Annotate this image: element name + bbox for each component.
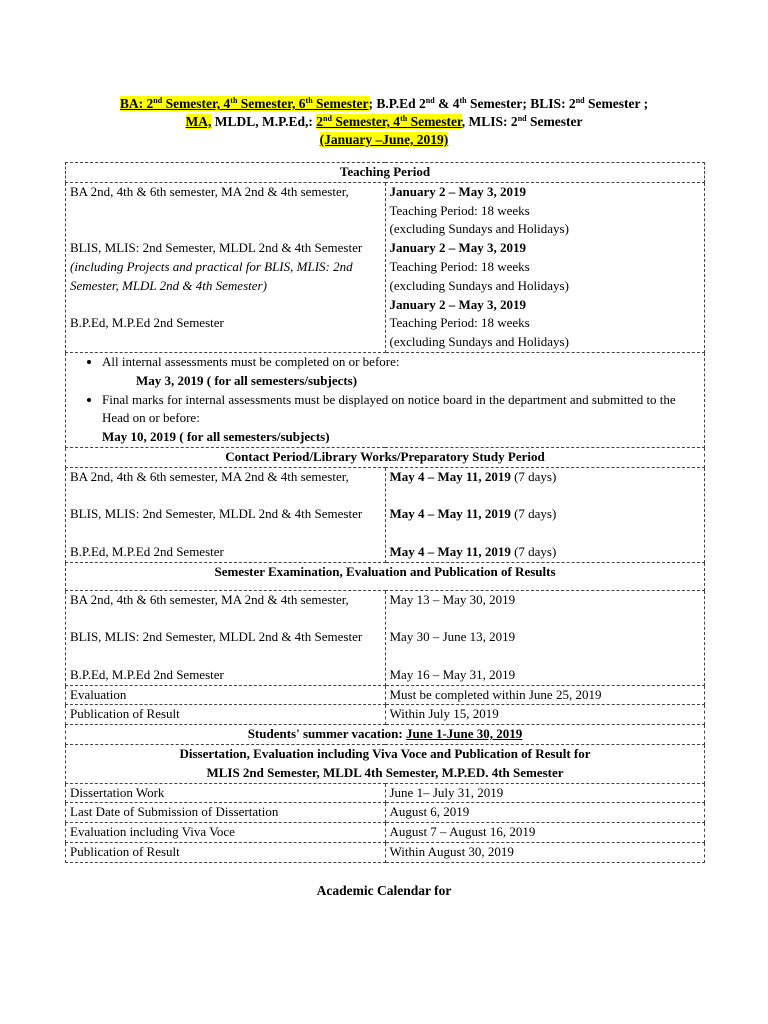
teaching-ba-excl: (excluding Sundays and Holidays) [389, 221, 569, 237]
dissertation-row-label: Dissertation Work [66, 783, 386, 803]
teaching-blis-dates: January 2 – May 3, 2019 [389, 240, 526, 256]
exam-blis-label: BLIS, MLIS: 2nd Semester, MLDL 2nd & 4th Semester [70, 629, 363, 645]
footer-title: Academic Calendar for [316, 883, 452, 898]
exam-heading: Semester Examination, Evaluation and Publication of Results [66, 562, 705, 590]
teaching-bped-dates: January 2 – May 3, 2019 [389, 296, 526, 312]
publication-value: Within July 15, 2019 [385, 705, 705, 725]
exam-blis-dates: May 30 – June 13, 2019 [389, 629, 516, 645]
teaching-blis-label: BLIS, MLIS: 2nd Semester, MLDL 2nd & 4th Semester [70, 240, 363, 256]
header-line-3: (January –June, 2019) [319, 132, 449, 147]
dissertation-row-label: Last Date of Submission of Dissertation [66, 803, 386, 823]
contact-heading: Contact Period/Library Works/Preparatory Study Period [66, 447, 705, 467]
dissertation-row-label: Publication of Result [66, 842, 386, 862]
exam-programs-cell [66, 590, 386, 685]
teaching-blis-note: (including Projects and practical for BLIS, MLIS: 2nd Semester, MLDL 2nd & 4th Semester) [70, 258, 353, 293]
exam-dates-cell [385, 590, 705, 685]
teaching-ba-period: Teaching Period: 18 weeks [389, 202, 530, 218]
teaching-bped-label: B.P.Ed, M.P.Ed 2nd Semester [70, 315, 224, 331]
vacation-row: Students' summer vacation: June 1-June 30, 2019 [66, 725, 705, 745]
teaching-dates-cell [385, 182, 705, 352]
header-line-2: MA, MLDL, M.P.Ed,: 2nd Semester, 4th Semester, MLIS: 2nd Semester [185, 114, 583, 129]
teaching-bped-period: Teaching Period: 18 weeks [389, 315, 530, 331]
teaching-blis-period: Teaching Period: 18 weeks [389, 258, 530, 274]
dissertation-row-value: August 6, 2019 [385, 803, 705, 823]
teaching-ba-dates: January 2 – May 3, 2019 [389, 183, 526, 199]
dissertation-heading: Dissertation, Evaluation including Viva Voce and Publication of Result for MLIS 2nd Semester, MLDL 4th Semester, M.P.ED. 4th Semester [66, 744, 705, 783]
teaching-blis-excl: (excluding Sundays and Holidays) [389, 277, 569, 293]
teaching-programs-cell [66, 182, 386, 352]
teaching-bped-excl: (excluding Sundays and Holidays) [389, 334, 569, 350]
exam-ba-dates: May 13 – May 30, 2019 [389, 591, 516, 607]
contact-programs-cell [66, 467, 386, 562]
contact-ba-dates: May 4 – May 11, 2019 (7 days) [389, 468, 557, 484]
teaching-ba-label: BA 2nd, 4th & 6th semester, MA 2nd & 4th semester, [70, 183, 349, 199]
dissertation-row-value: Within August 30, 2019 [385, 842, 705, 862]
contact-bped-dates: May 4 – May 11, 2019 (7 days) [389, 543, 557, 559]
contact-dates-cell [385, 467, 705, 562]
dissertation-row-value: June 1– July 31, 2019 [385, 783, 705, 803]
contact-bped-label: B.P.Ed, M.P.Ed 2nd Semester [70, 543, 224, 559]
publication-label: Publication of Result [66, 705, 386, 725]
dissertation-row-value: August 7 – August 16, 2019 [385, 823, 705, 843]
assessment-notes-cell [66, 352, 705, 447]
note-internal-assessment-date: May 3, 2019 ( for all semesters/subjects) [136, 372, 358, 388]
contact-ba-label: BA 2nd, 4th & 6th semester, MA 2nd & 4th semester, [70, 468, 349, 484]
note-final-marks: • Final marks for internal assessments must be displayed on notice board in the department and submitted to the Head on or before: [102, 391, 700, 429]
teaching-heading: Teaching Period [66, 163, 705, 183]
contact-blis-label: BLIS, MLIS: 2nd Semester, MLDL 2nd & 4th Semester [70, 506, 363, 522]
note-internal-assessment: • All internal assessments must be completed on or before: [102, 353, 700, 372]
note-final-marks-date: May 10, 2019 ( for all semesters/subjects) [102, 429, 330, 445]
evaluation-value: Must be completed within June 25, 2019 [385, 685, 705, 705]
header-line-1: BA: 2nd Semester, 4th Semester, 6th Semester; B.P.Ed 2nd & 4th Semester; BLIS: 2nd Semester ; [119, 96, 649, 111]
calendar-table [65, 162, 705, 863]
exam-bped-dates: May 16 – May 31, 2019 [389, 666, 516, 682]
evaluation-label: Evaluation [66, 685, 386, 705]
contact-blis-dates: May 4 – May 11, 2019 (7 days) [389, 506, 557, 522]
dissertation-row-label: Evaluation including Viva Voce [66, 823, 386, 843]
exam-ba-label: BA 2nd, 4th & 6th semester, MA 2nd & 4th semester, [70, 591, 349, 607]
exam-bped-label: B.P.Ed, M.P.Ed 2nd Semester [70, 666, 224, 682]
